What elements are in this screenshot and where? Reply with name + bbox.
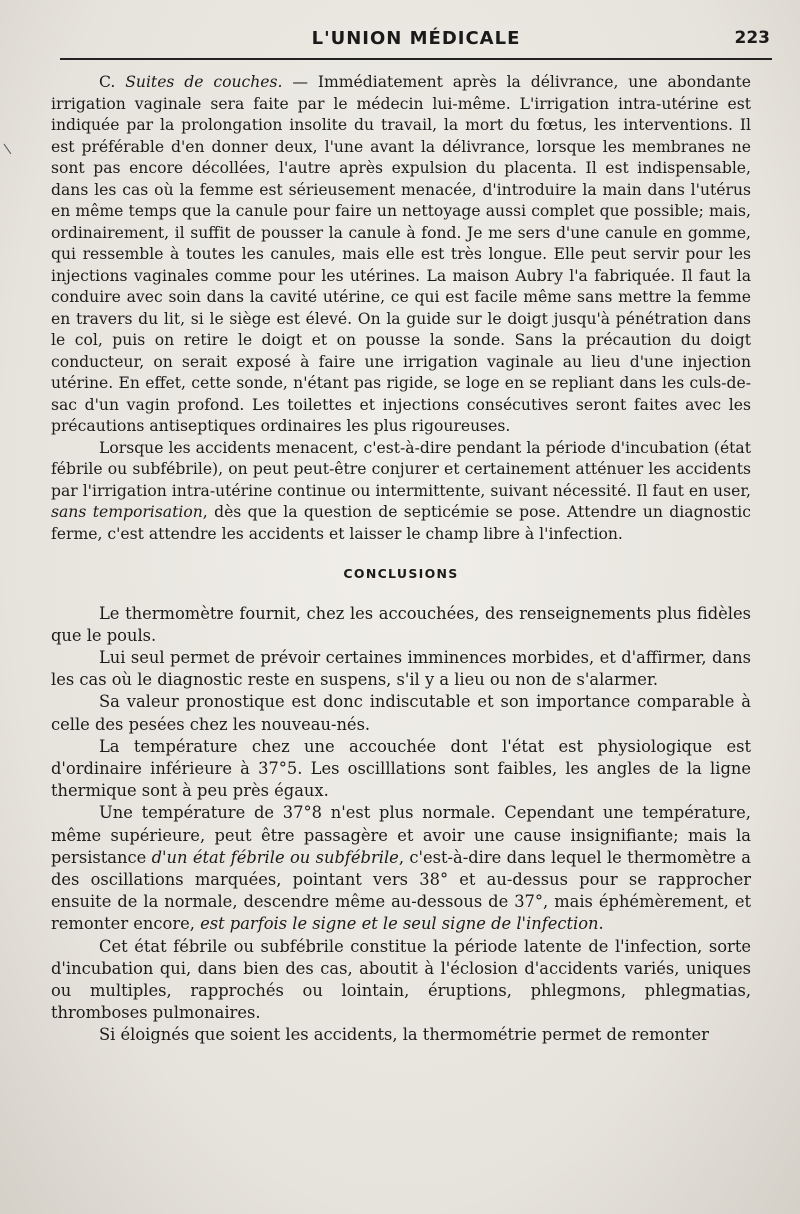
section-label: C. [99, 73, 116, 91]
running-title: L'UNION MÉDICALE [311, 28, 521, 49]
page-number: 223 [734, 28, 770, 48]
margin-pencil-mark [4, 138, 20, 154]
paragraph-accidents [51, 438, 751, 546]
section-dash: — [282, 73, 318, 91]
paragraph-text-before: Lorsque les accidents menacent, c'est-à-dire pendant la période d'incubation (état fébrile ou subfébrile), on peut peut-être conjurer et certainement atténuer les accidents par l'irrigation intra-utérine continue ou intermittente, suivant nécessité. Il faut en user, [51, 438, 752, 500]
paragraph-text: Immédiatement après la délivrance, une abondante irrigation vaginale sera faite par le médecin lui-même. L'irrigation intra-utérine est indiquée par la prolongation insolite du travail, la mort du fœtus, les interventions. Il est préférable d'en donner deux, l'une avant la délivrance, lorsque les membranes ne sont pas encore décollées, l'autre après expulsion du placenta. Il est indispensable, dans les cas où la femme est sérieusement menacée, d'introduire la main dans l'utérus en même temps que la canule pour faire un nettoyage aussi complet que possible; mais, ordinairement, il suffit de pousser la canule à fond. Je me sers d'une canule en gomme, qui ressemble à toutes les canules, mais elle est très longue. Elle peut servir pour les injections vaginales comme pour les utérines. La maison Aubry l'a fabriquée. Il faut la conduire avec soin dans la cavité utérine, ce qui est facile même sans mettre la femme en travers du lit, si le siège est élevé. On la guide sur le doigt jusqu'à pénétration dans le col, puis on retire le doigt et on pousse la sonde. Sans la précaution du doigt conducteur, on serait exposé à faire une irrigation vaginale au lieu d'une injection utérine. En effet, cette sonde, n'étant pas rigide, se loge en se repliant dans les culs-de-sac d'un vagin profond. Les toilettes et injections consécutives seront faites avec les précautions antiseptiques ordinaires les plus rigoureuses. [51, 73, 751, 435]
paragraph-suites-de-couches [51, 72, 751, 438]
emphasis-text: d'un état fébrile ou subfébrile [151, 847, 399, 867]
paragraph-text-after: , dès que la question de septicémie se pose. Attendre un diagnostic ferme, c'est attendre les accidents et laisser le champ libre à l'infection. [51, 503, 751, 543]
section-title: Suites de couches. [125, 73, 283, 91]
conclusion-paragraph-5 [51, 802, 751, 935]
emphasis-text-2: est parfois le signe et le seul signe de l'infection [200, 914, 599, 934]
page-content [51, 72, 751, 1047]
header-rule [60, 58, 772, 60]
paragraph-text-middle: , c'est-à-dire dans lequel le thermomètre a des oscillations marquées, pointant vers 38° et au-dessus pour se rapprocher ensuite de la normale, descendre même au-dessous de 37°, mais éphémèrement, et remonter encore, [51, 847, 751, 934]
page-header [60, 28, 772, 58]
conclusion-paragraph-2: Lui seul permet de prévoir certaines imminences morbides, et d'affirmer, dans les cas où le diagnostic reste en suspens, s'il y a lieu ou non de s'alarmer. [51, 647, 751, 690]
conclusion-paragraph-1: Le thermomètre fournit, chez les accouchées, des renseignements plus fidèles que le pouls. [51, 603, 751, 645]
paragraph-text-before: Une température de 37°8 n'est plus normale. Cependant une température, même supérieure, peut être passagère et avoir une cause insignifiante; mais la persistance [51, 803, 751, 867]
conclusion-paragraph-7: Si éloignés que soient les accidents, la thermométrie permet de remonter [99, 1025, 709, 1045]
conclusion-paragraph-6: Cet état fébrile ou subfébrile constitue la période latente de l'infection, sorte d'incubation qui, dans bien des cas, aboutit à l'éclosion d'accidents variés, uniques ou multiples, rapprochés ou lointain, éruptions, phlegmons, phlegmatias, thromboses pulmonaires. [51, 936, 751, 1023]
emphasis-text: sans temporisation [51, 503, 203, 521]
paragraph-text-end: . [598, 914, 604, 934]
conclusions-heading: CONCLUSIONS [343, 566, 459, 581]
conclusion-paragraph-4: La température chez une accouchée dont l'état est physiologique est d'ordinaire inférieure à 37°5. Les oscilllations sont faibles, les angles de la ligne thermique sont à peu près égaux. [51, 736, 751, 801]
conclusions-body [51, 603, 751, 1047]
conclusion-paragraph-3: Sa valeur pronostique est donc indiscutable et son importance comparable à celle des pesées chez les nouveau-nés. [51, 692, 751, 734]
